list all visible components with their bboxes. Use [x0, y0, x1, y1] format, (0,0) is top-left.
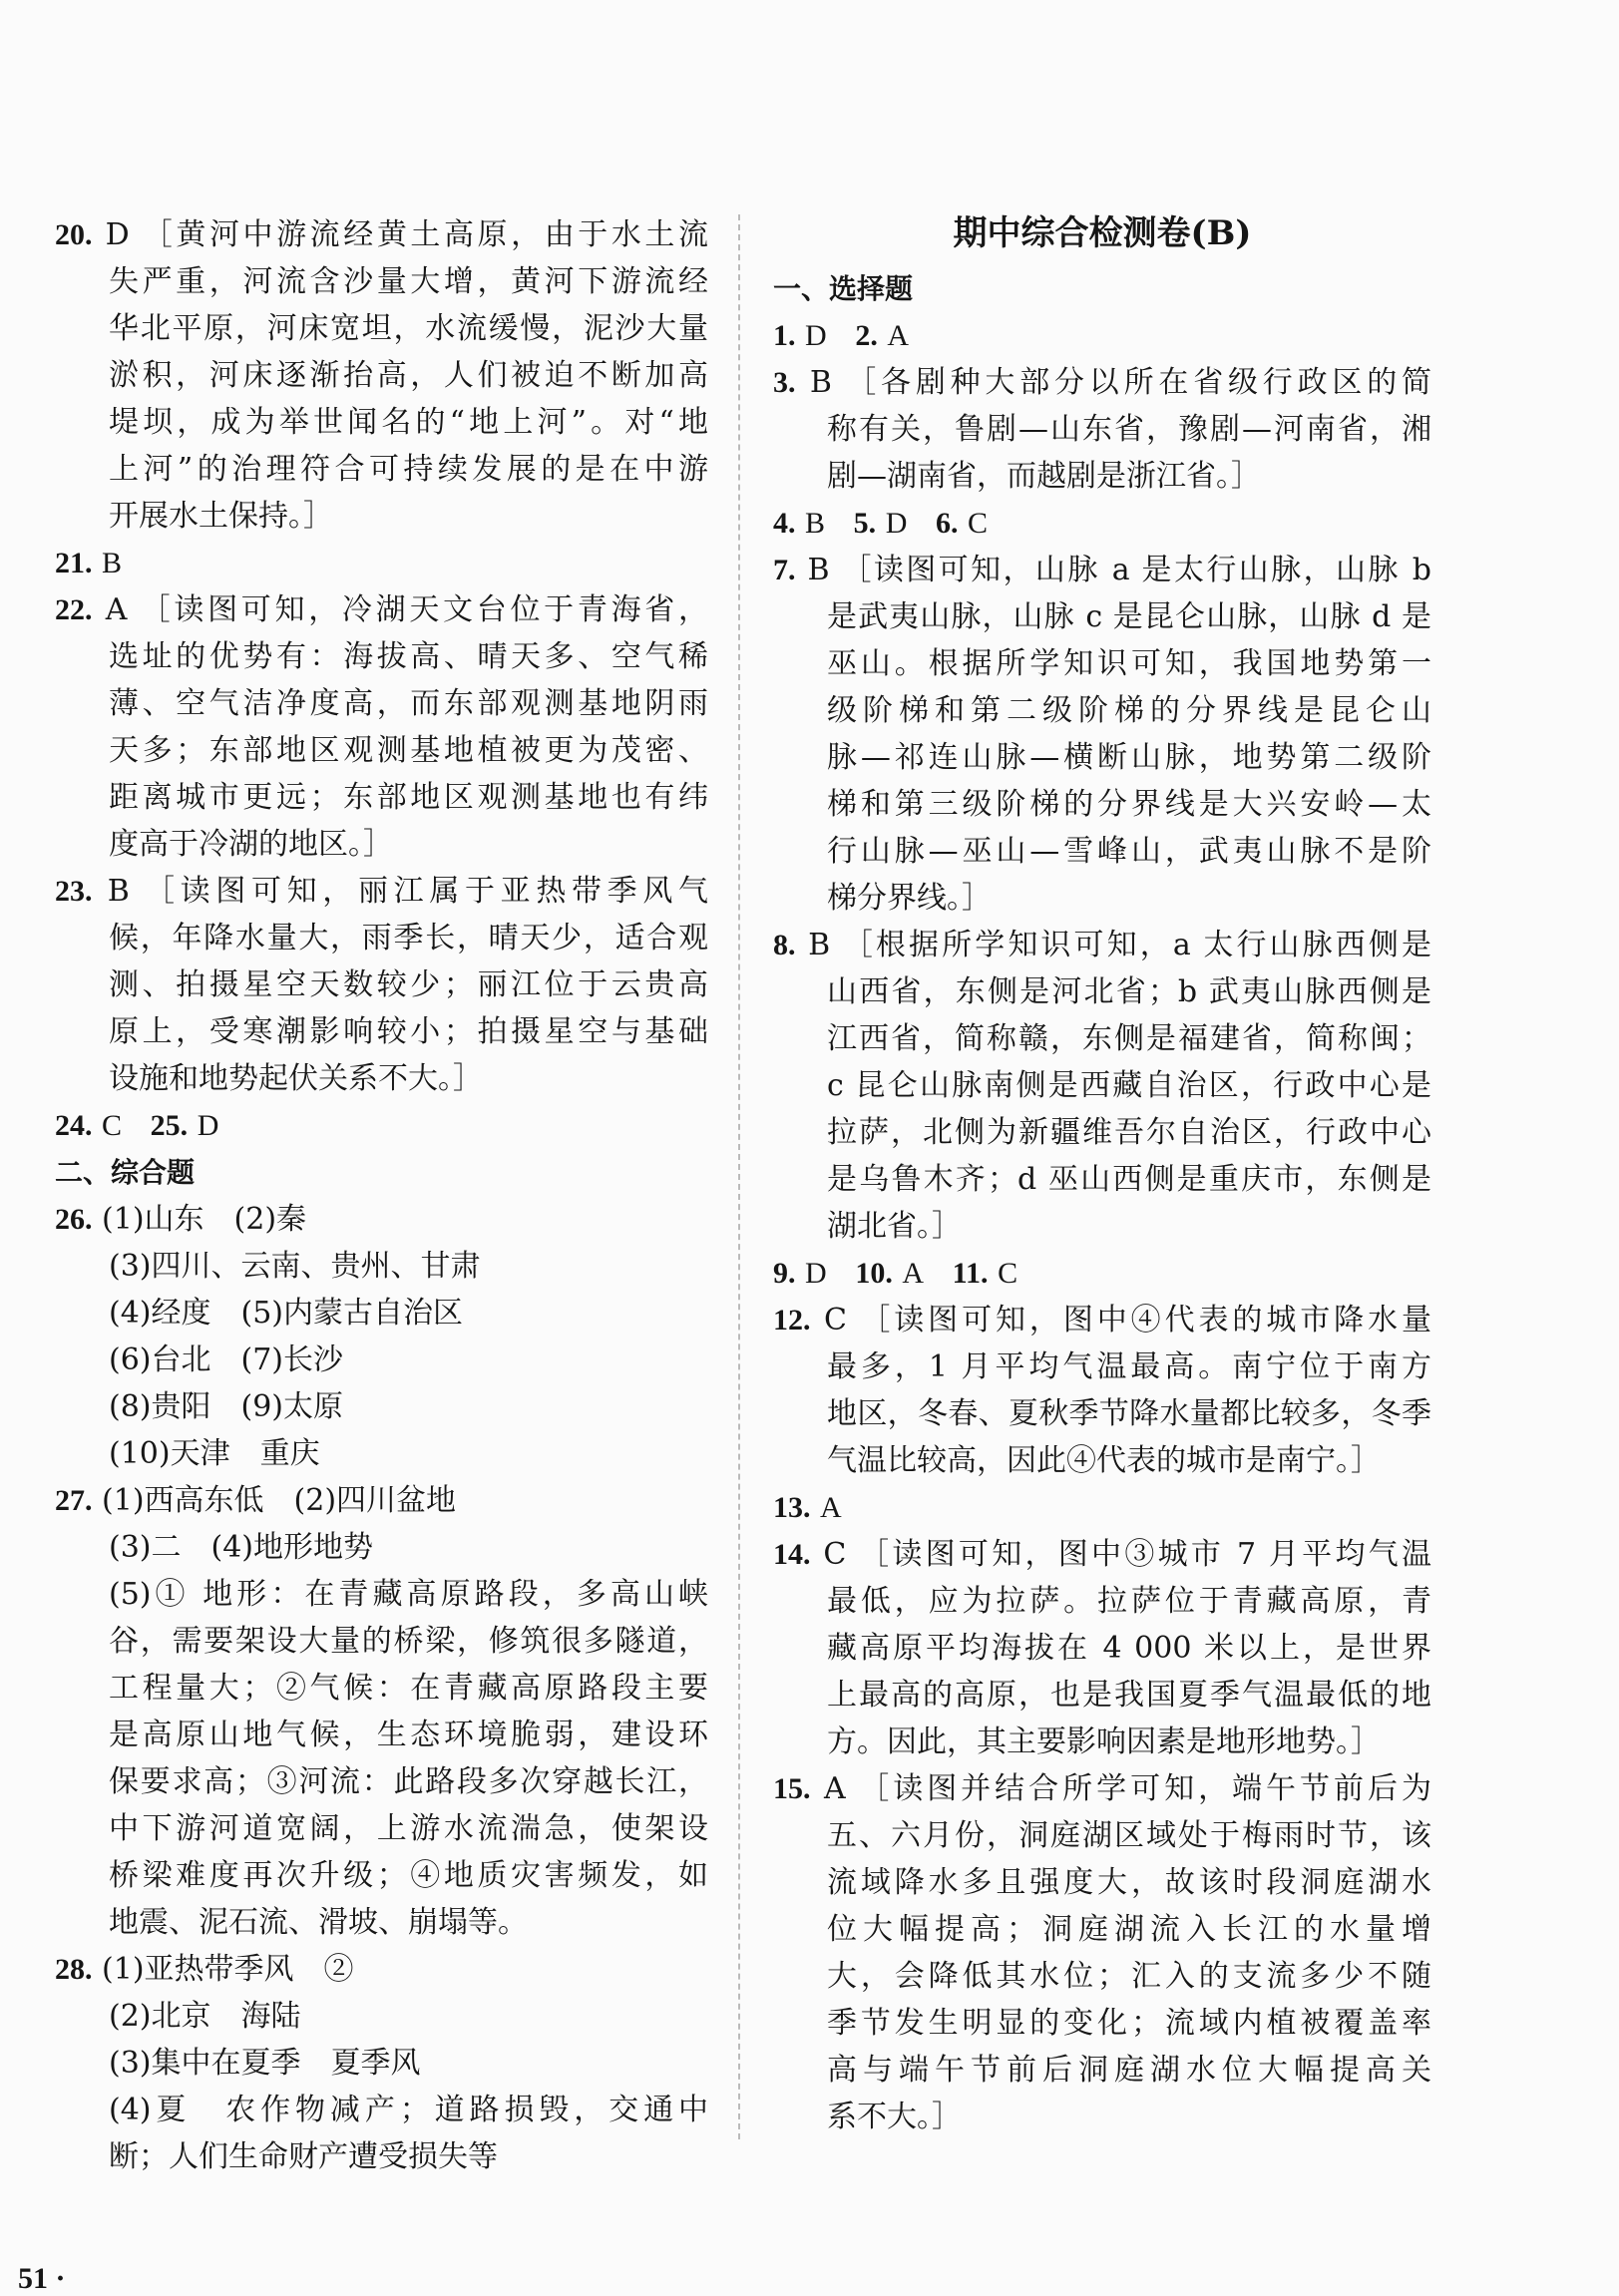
answer-text: 是武夷山脉，山脉 c 是昆仑山脉，山脉 d 是 [827, 599, 1431, 634]
answer-text: 开展水土保持。］ [109, 499, 333, 534]
question-number: 21. [55, 547, 93, 579]
answer-text: (5)① 地形：在青藏高原路段，多高山峡 [109, 1577, 708, 1612]
answer-text: D ［黄河中游流经黄土高原，由于水土流 [105, 217, 708, 252]
answer-text: 脉—祁连山脉—横断山脉，地势第二级阶 [827, 740, 1431, 775]
answer-text: 巫山。根据所学知识可知，我国地势第一 [827, 646, 1431, 681]
answer-text: (2)北京 海陆 [109, 1999, 301, 2034]
answer-text: (3)四川、云南、贵州、甘肃 [109, 1249, 481, 1284]
answer-text: A [887, 319, 910, 352]
answer-text: 是乌鲁木齐；d 巫山西侧是重庆市，东侧是 [827, 1162, 1431, 1197]
answer-text: 级阶梯和第二级阶梯的分界线是昆仑山 [827, 693, 1431, 728]
question-number: 20. [55, 218, 93, 251]
answer-text: 中下游河道宽阔，上游水流湍急，使架设 [109, 1811, 708, 1846]
answer-14 [773, 1531, 1431, 1765]
answer-text: c 昆仑山脉南侧是西藏自治区，行政中心是 [827, 1068, 1431, 1103]
answer-text: 地震、泥石流、滑坡、崩塌等。 [109, 1905, 528, 1940]
answer-text: 系不大。］ [827, 2100, 962, 2134]
answer-text: 谷，需要架设大量的桥梁，修筑很多隧道， [109, 1624, 708, 1659]
answer-text: 堤坝，成为举世闻名的“地上河”。对“地 [109, 405, 708, 440]
answer-text: C [998, 1257, 1018, 1290]
answer-text: 大，会降低其水位；汇入的支流多少不随 [827, 1959, 1431, 1994]
answer-text: D [805, 1257, 827, 1290]
answer-text: D [197, 1109, 219, 1142]
answer-text: 失严重，河流含沙量大增，黄河下游流经 [109, 264, 708, 299]
answer-26 [55, 1196, 708, 1477]
answer-text: 拉萨，北侧为新疆维吾尔自治区，行政中心 [827, 1115, 1431, 1150]
answer-text: 华北平原，河床宽坦，水流缓慢，泥沙大量 [109, 311, 708, 346]
question-number: 2. [855, 319, 878, 352]
column-divider [738, 214, 740, 2139]
answer-text: B ［读图可知，山脉 a 是太行山脉，山脉 b [807, 553, 1431, 587]
answer-text: C ［读图可知，图中③城市 7 月平均气温 [823, 1537, 1431, 1572]
answer-1-2 [773, 312, 1431, 359]
answer-text: A [902, 1257, 925, 1290]
question-number: 23. [55, 875, 93, 908]
answer-text: (1)亚热带季风 ② [102, 1952, 354, 1987]
answer-text: D [805, 319, 827, 352]
question-number: 24. [55, 1109, 93, 1142]
answer-21 [55, 540, 708, 586]
section-heading: 一、选择题 [773, 272, 914, 305]
question-number: 6. [936, 507, 959, 540]
section-heading: 二、综合题 [55, 1156, 196, 1189]
answer-text: (8)贵阳 (9)太原 [109, 1389, 343, 1424]
answer-text: A ［读图并结合所学可知，端午节前后为 [824, 1771, 1431, 1806]
answer-text: 是高原山地气候，生态环境脆弱，建设环 [109, 1718, 708, 1752]
answer-text: C [102, 1109, 123, 1142]
answer-text: 薄、空气洁净度高，而东部观测基地阴雨 [109, 686, 708, 721]
answer-text: (1)山东 (2)秦 [102, 1202, 307, 1237]
answer-text: 选址的优势有：海拔高、晴天多、空气稀 [109, 639, 708, 674]
answer-15 [773, 1765, 1431, 2140]
answer-24-25 [55, 1102, 708, 1149]
answer-text: C ［读图可知，图中④代表的城市降水量 [823, 1303, 1431, 1338]
question-number: 8. [773, 929, 796, 961]
answer-text: B ［根据所学知识可知，a 太行山脉西侧是 [808, 928, 1431, 962]
question-number: 26. [55, 1203, 93, 1236]
answer-text: B [102, 547, 123, 579]
answer-text: 流域降水多且强度大，故该时段洞庭湖水 [827, 1865, 1431, 1900]
answer-3 [773, 359, 1431, 500]
answer-text: 湖北省。］ [827, 1209, 962, 1244]
question-number: 9. [773, 1257, 796, 1290]
answer-text: (10)天津 重庆 [109, 1436, 320, 1471]
answer-text: 工程量大；②气候：在青藏高原路段主要 [109, 1671, 708, 1706]
answer-text: 高与端午节前后洞庭湖水位大幅提高关 [827, 2053, 1431, 2088]
answer-text: 山西省，东侧是河北省；b 武夷山脉西侧是 [827, 974, 1431, 1009]
left-column [55, 211, 708, 2180]
answer-8 [773, 922, 1431, 1250]
page-number: 51 · [18, 2262, 66, 2295]
answer-text: 剧—湖南省，而越剧是浙江省。］ [827, 459, 1261, 494]
answer-text: (3)集中在夏季 夏季风 [109, 2046, 421, 2081]
answer-text: 设施和地势起伏关系不大。］ [109, 1061, 483, 1096]
answer-text: (4)夏 农作物减产；道路损毁，交通中 [109, 2093, 708, 2127]
answer-text: D [885, 507, 908, 540]
answer-text: 藏高原平均海拔在 4 000 米以上，是世界 [827, 1631, 1431, 1666]
answer-4-6 [773, 500, 1431, 547]
question-number: 25. [150, 1109, 189, 1142]
answer-text: 上最高的高原，也是我国夏季气温最低的地 [827, 1678, 1431, 1713]
question-number: 1. [773, 319, 796, 352]
answer-20 [55, 211, 708, 540]
answer-12 [773, 1297, 1431, 1484]
answer-text: 梯和第三级阶梯的分界线是大兴安岭—太 [827, 787, 1431, 822]
answer-text: (4)经度 (5)内蒙古自治区 [109, 1296, 463, 1331]
answer-text: 断；人们生命财产遭受损失等 [109, 2139, 498, 2174]
right-column [773, 211, 1431, 2140]
answer-27 [55, 1477, 708, 1946]
answer-text: 方。因此，其主要影响因素是地形地势。］ [827, 1724, 1381, 1759]
question-number: 12. [773, 1304, 811, 1337]
question-number: 3. [773, 366, 796, 399]
answer-text: 淤积，河床逐渐抬高，人们被迫不断加高 [109, 358, 708, 393]
answer-text: 五、六月份，洞庭湖区域处于梅雨时节，该 [827, 1818, 1431, 1853]
answer-text: 距离城市更远；东部地区观测基地也有纬 [109, 780, 708, 815]
answer-text: B [805, 507, 826, 540]
answer-text: 地区，冬春、夏秋季节降水量都比较多，冬季 [827, 1396, 1431, 1431]
answer-text: 候，年降水量大，雨季长，晴天少，适合观 [109, 921, 708, 956]
question-number: 28. [55, 1953, 93, 1986]
answer-text: C [968, 507, 989, 540]
question-number: 7. [773, 554, 796, 586]
answer-text: 气温比较高，因此④代表的城市是南宁。］ [827, 1443, 1381, 1478]
answer-text: 度高于冷湖的地区。］ [109, 827, 393, 862]
answer-text: 测、拍摄星空天数较少；丽江位于云贵高 [109, 967, 708, 1002]
answer-13 [773, 1484, 1431, 1531]
answer-text: (6)台北 (7)长沙 [109, 1342, 343, 1377]
answer-28 [55, 1946, 708, 2180]
answer-text: 位大幅提高；洞庭湖流入长江的水量增 [827, 1912, 1431, 1947]
answer-text: 行山脉—巫山—雪峰山，武夷山脉不是阶 [827, 834, 1431, 869]
question-number: 4. [773, 507, 796, 540]
answer-9-11 [773, 1250, 1431, 1297]
answer-text: B ［读图可知，丽江属于亚热带季风气 [107, 874, 708, 909]
answer-text: A [820, 1491, 842, 1524]
answer-text: 最低，应为拉萨。拉萨位于青藏高原，青 [827, 1584, 1431, 1619]
question-number: 13. [773, 1491, 811, 1524]
question-number: 10. [855, 1257, 893, 1290]
question-number: 14. [773, 1538, 811, 1571]
answer-7 [773, 547, 1431, 922]
answer-text: 天多；东部地区观测基地植被更为茂密、 [109, 733, 708, 768]
question-number: 5. [853, 507, 877, 540]
answer-text: 原上，受寒潮影响较小；拍摄星空与基础 [109, 1014, 708, 1049]
question-number: 15. [773, 1772, 811, 1805]
answer-23 [55, 868, 708, 1102]
answer-text: A ［读图可知，冷湖天文台位于青海省， [105, 592, 708, 627]
question-number: 11. [952, 1257, 989, 1290]
answer-text: (1)西高东低 (2)四川盆地 [102, 1483, 457, 1518]
answer-text: B ［各剧种大部分以所在省级行政区的简 [809, 365, 1431, 400]
answer-22 [55, 586, 708, 868]
answer-text: 桥梁难度再次升级；④地质灾害频发，如 [109, 1858, 708, 1893]
answer-text: 最多，1 月平均气温最高。南宁位于南方 [827, 1349, 1431, 1384]
question-number: 22. [55, 593, 93, 626]
answer-text: 梯分界线。］ [827, 881, 992, 916]
answer-text: 上河”的治理符合可持续发展的是在中游 [109, 452, 708, 487]
answer-text: 保要求高；③河流：此路段多次穿越长江， [109, 1764, 708, 1799]
answer-text: 江西省，简称赣，东侧是福建省，简称闽； [827, 1021, 1431, 1056]
answer-text: 季节发生明显的变化；流域内植被覆盖率 [827, 2006, 1431, 2041]
exam-title: 期中综合检测卷(B) [953, 213, 1252, 253]
answer-text: 称有关，鲁剧—山东省，豫剧—河南省，湘 [827, 412, 1431, 447]
question-number: 27. [55, 1484, 93, 1517]
answer-text: (3)二 (4)地形地势 [109, 1530, 373, 1565]
